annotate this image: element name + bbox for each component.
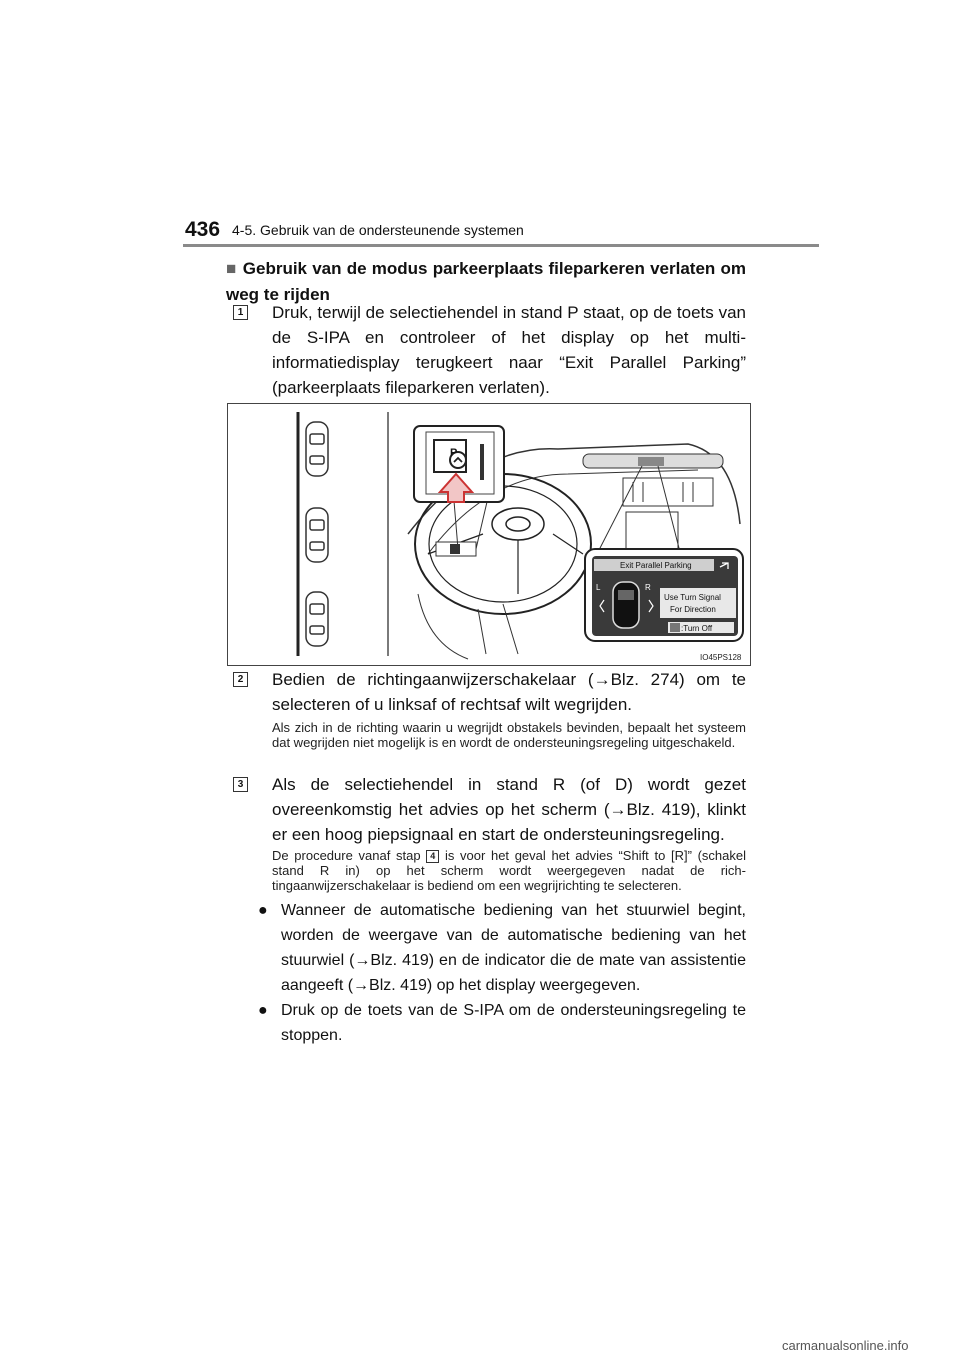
right-label: R — [645, 583, 651, 592]
left-label: L — [596, 583, 601, 592]
p-label: P — [450, 447, 458, 459]
figure-code: IO45PS128 — [700, 653, 742, 662]
parking-illustration — [228, 404, 750, 665]
square-marker-icon: ■ — [226, 259, 237, 278]
step-3-text: Als de selectiehendel in stand R (of D) wordt gezet overeenkomstig het advies op het scherm (→Blz. 419), klinkt er een hoog piepsignaal en start de ondersteuningsregeling. — [272, 775, 746, 844]
page-number: 436 — [185, 218, 221, 241]
step-2-badge: 2 — [233, 672, 248, 687]
car-top-icon — [306, 422, 328, 646]
step-2-text: Bedien de richtingaanwijzerschakelaar (→Blz. 274) om te selecteren of u linksaf of rechtsaf wilt wegrijden. — [272, 670, 746, 714]
screen-title: Exit Parallel Parking — [620, 561, 692, 570]
step-4-inline-badge: 4 — [426, 850, 439, 863]
screen-msg-2: For Direction — [670, 605, 716, 614]
watermark: carmanualsonline.info — [782, 1338, 909, 1353]
bullet-1-text: Wanneer de automatische bediening van het stuurwiel begint, worden de weergave van de automatische bediening van het stuurwiel (→Blz. 419) en de indicator die de mate van assistentie aangeeft (→Blz. 419) op het display weergegeven. — [281, 902, 746, 994]
bullet-icon: ● — [258, 902, 268, 919]
step-1-badge: 1 — [233, 305, 248, 320]
heading-text: Gebruik van de modus parkeerplaats fileparkeren verlaten om weg te rijden — [226, 259, 746, 304]
step-3-note: De procedure vanaf stap 4 is voor het geval het advies “Shift to [R]” (schakel stand R in) op het scherm wordt weergegeven nadat de richtingaanwijzerschakelaar is bediend om een wegrijrichting te selecteren. — [272, 848, 747, 893]
step-3-badge: 3 — [233, 777, 248, 792]
step-1-text: Druk, terwijl de selectiehendel in stand P staat, op de toets van de S-IPA en controleer of het display op het multi-informatiedisplay terugkeert naar “Exit Parallel Parking” (parkeerplaats fileparkeren verlaten). — [272, 303, 746, 397]
bullet-icon: ● — [258, 1002, 268, 1019]
section-title: 4-5. Gebruik van de ondersteunende systemen — [232, 222, 524, 238]
step-2-note: Als zich in de richting waarin u wegrijdt obstakels bevinden, bepaalt het systeem dat wegrijden niet mogelijk is en wordt de ondersteuningsregeling uitgeschakeld. — [272, 720, 746, 750]
bullet-2-text: Druk op de toets van de S-IPA om de ondersteuningsregeling te stoppen. — [281, 1002, 746, 1044]
car-screen-icon — [613, 582, 639, 628]
screen-msg-1: Use Turn Signal — [664, 593, 721, 602]
illustration — [227, 403, 751, 666]
header-rule — [183, 244, 819, 247]
turn-off-label: :Turn Off — [681, 624, 713, 633]
